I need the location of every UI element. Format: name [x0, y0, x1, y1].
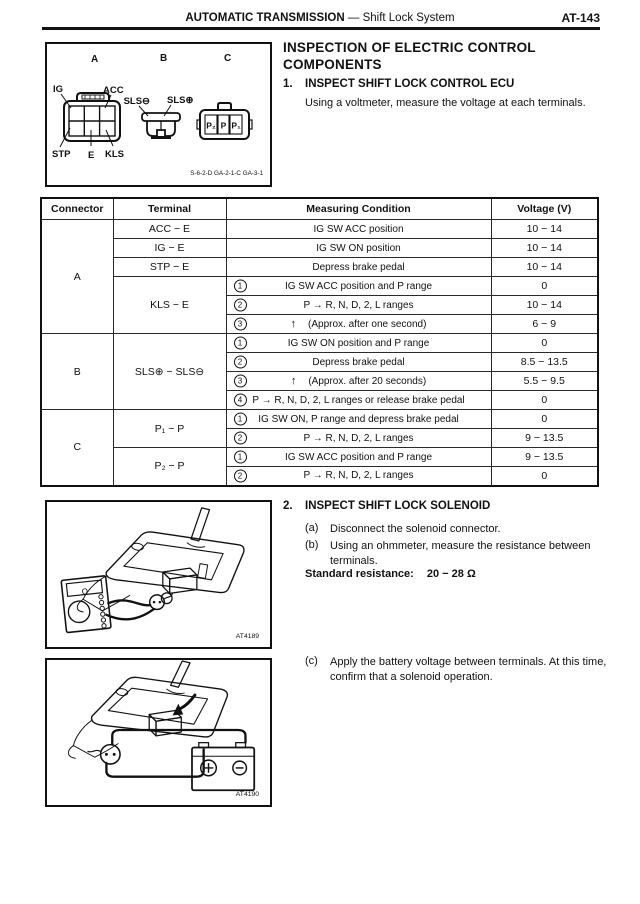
voltage-cell: 0	[491, 277, 598, 296]
step2-item-b	[305, 539, 622, 569]
condition-text: IG SW ACC position	[313, 223, 404, 235]
table-row	[41, 448, 598, 467]
table-row	[41, 258, 598, 277]
terminal-cell: KLS − E	[113, 277, 226, 334]
item-c-text: Apply the battery voltage between terminals. At this time, confirm that a solenoid operation.	[330, 656, 607, 683]
voltage-cell: 0	[491, 391, 598, 410]
terminal-cell: IG − E	[113, 239, 226, 258]
header-condition: Measuring Condition	[226, 198, 491, 220]
table-row	[41, 220, 598, 239]
condition-cell	[226, 391, 491, 410]
step2-heading-row	[283, 500, 490, 512]
connector-cell: C	[41, 410, 113, 486]
pin-e-label: E	[88, 150, 95, 161]
voltage-cell: 8.5 − 13.5	[491, 353, 598, 372]
condition-text: IG SW ON position	[316, 242, 401, 254]
header-terminal: Terminal	[113, 198, 226, 220]
step1-heading: INSPECT SHIFT LOCK CONTROL ECU	[305, 78, 515, 90]
connector-b-icon	[139, 105, 180, 139]
condition-cell	[226, 467, 491, 486]
condition-number: 1	[234, 413, 247, 426]
condition-cell	[226, 239, 491, 258]
condition-cell	[226, 220, 491, 239]
condition-cell	[226, 410, 491, 429]
condition-number: 3	[234, 375, 247, 388]
connector-cell: B	[41, 334, 113, 410]
voltage-cell: 9 − 13.5	[491, 448, 598, 467]
connector-c-label: C	[224, 53, 232, 64]
condition-cell	[226, 296, 491, 315]
condition-number: 2	[234, 469, 247, 482]
condition-cell	[226, 258, 491, 277]
item-b-label: (b)	[305, 539, 319, 551]
standard-resistance-value: 20 − 28 Ω	[426, 568, 476, 580]
terminal-cell: SLS⊕ − SLS⊖	[113, 334, 226, 410]
battery-minus-icon	[233, 761, 247, 775]
condition-text: (Approx. after 20 seconds)	[308, 376, 427, 387]
voltage-cell: 10 − 14	[491, 239, 598, 258]
condition-cell	[226, 277, 491, 296]
condition-text: IG SW ON, P range and depress brake pedal	[258, 413, 459, 425]
battery-test-figure	[45, 658, 272, 807]
voltage-cell: 6 − 9	[491, 315, 598, 334]
step2-number: 2.	[283, 500, 293, 512]
page-number: AT-143	[561, 11, 600, 25]
item-b-text: Using an ohmmeter, measure the resistance between terminals.	[330, 540, 591, 567]
step1-number: 1.	[283, 78, 293, 90]
condition-number: 1	[234, 280, 247, 293]
condition-text: P → R, N, D, 2, L ranges	[303, 470, 414, 482]
standard-resistance-label: Standard resistance:	[305, 568, 414, 580]
condition-number: 3	[234, 318, 247, 331]
connector-pinout-figure	[45, 42, 272, 187]
connector-pinout-drawing	[47, 44, 266, 181]
header-connector: Connector	[41, 198, 113, 220]
condition-number: 1	[234, 451, 247, 464]
up-arrow-icon: ↑	[290, 375, 297, 387]
header-subsection-title: — Shift Lock System	[347, 12, 455, 24]
table-header-row	[41, 198, 598, 220]
condition-number: 2	[234, 299, 247, 312]
condition-text: Depress brake pedal	[312, 261, 405, 273]
up-arrow-icon: ↑	[290, 318, 297, 330]
battery-icon	[192, 743, 254, 791]
figure-code: AT4189	[235, 633, 260, 641]
pin-sls-minus-label: SLS⊖	[123, 96, 150, 107]
condition-text: IG SW ON position and P range	[287, 337, 430, 349]
pin-p-label: P	[220, 120, 227, 131]
pin-ig-label: IG	[53, 84, 64, 95]
step1-body: Using a voltmeter, measure the voltage at each terminals.	[305, 97, 586, 109]
ecu-voltage-table	[40, 197, 599, 487]
pin-acc-label: ACC	[103, 85, 124, 96]
item-c-label: (c)	[305, 655, 318, 667]
step2-heading: INSPECT SHIFT LOCK SOLENOID	[305, 500, 491, 512]
condition-text: IG SW ACC position and P range	[284, 451, 433, 463]
voltage-cell: 0	[491, 467, 598, 486]
header-rule	[42, 27, 600, 30]
pin-stp-label: STP	[52, 149, 71, 160]
terminal-cell: STP − E	[113, 258, 226, 277]
condition-number: 4	[234, 394, 247, 407]
condition-cell	[226, 372, 491, 391]
condition-cell	[226, 448, 491, 467]
condition-text: (Approx. after one second)	[308, 319, 427, 330]
voltage-cell: 0	[491, 410, 598, 429]
voltage-cell: 10 − 14	[491, 220, 598, 239]
connector-a-icon	[60, 93, 120, 147]
terminal-cell: P₂ − P	[113, 448, 226, 486]
pin-p1-label: P₁	[231, 120, 241, 131]
battery-test-drawing	[47, 660, 266, 801]
pin-kls-label: KLS	[105, 149, 124, 160]
page-header	[0, 12, 640, 24]
pin-p2-label: P₂	[206, 120, 216, 131]
voltage-cell: 0	[491, 334, 598, 353]
voltage-cell: 10 − 14	[491, 296, 598, 315]
ohmmeter-test-drawing	[47, 502, 266, 643]
terminal-cell: P₁ − P	[113, 410, 226, 448]
voltage-cell: 10 − 14	[491, 258, 598, 277]
ohm-symbol: Ω	[80, 586, 89, 597]
condition-text: P → R, N, D, 2, L ranges or release brake pedal	[252, 394, 465, 406]
step1-heading-row	[283, 78, 514, 90]
standard-resistance-line	[305, 568, 476, 580]
voltage-cell: 5.5 − 9.5	[491, 372, 598, 391]
header-section-title: AUTOMATIC TRANSMISSION	[185, 12, 345, 24]
condition-number: 2	[234, 356, 247, 369]
condition-text: Depress brake pedal	[312, 356, 405, 368]
step2-item-a	[305, 522, 622, 537]
table-row	[41, 239, 598, 258]
item-a-text: Disconnect the solenoid connector.	[330, 523, 501, 535]
table-row	[41, 277, 598, 296]
condition-text: P → R, N, D, 2, L ranges	[303, 432, 414, 444]
connector-cell: A	[41, 220, 113, 334]
table-row	[41, 410, 598, 429]
figure-code: AT4190	[235, 791, 260, 799]
page-title: INSPECTION OF ELECTRIC CONTROL COMPONENTS	[283, 40, 536, 72]
terminal-cell: ACC − E	[113, 220, 226, 239]
ohmmeter-test-figure	[45, 500, 272, 649]
voltage-cell: 9 − 13.5	[491, 429, 598, 448]
condition-number: 2	[234, 432, 247, 445]
step2-item-c	[305, 655, 622, 685]
item-a-label: (a)	[305, 522, 319, 534]
connector-a-label: A	[91, 54, 99, 65]
ohmmeter-icon	[61, 576, 111, 633]
step1-body-row	[305, 96, 605, 111]
condition-text: P → R, N, D, 2, L ranges	[303, 299, 414, 311]
pin-sls-plus-label: SLS⊕	[167, 95, 194, 106]
connector-b-label: B	[160, 53, 168, 64]
table-row	[41, 334, 598, 353]
condition-cell	[226, 353, 491, 372]
header-voltage: Voltage (V)	[491, 198, 598, 220]
condition-cell	[226, 315, 491, 334]
condition-number: 1	[234, 337, 247, 350]
condition-cell	[226, 334, 491, 353]
condition-cell	[226, 429, 491, 448]
figure-code: S-6-2-D GA-2-1-C GA-3-1	[190, 170, 263, 177]
condition-text: IG SW ACC position and P range	[284, 280, 433, 292]
